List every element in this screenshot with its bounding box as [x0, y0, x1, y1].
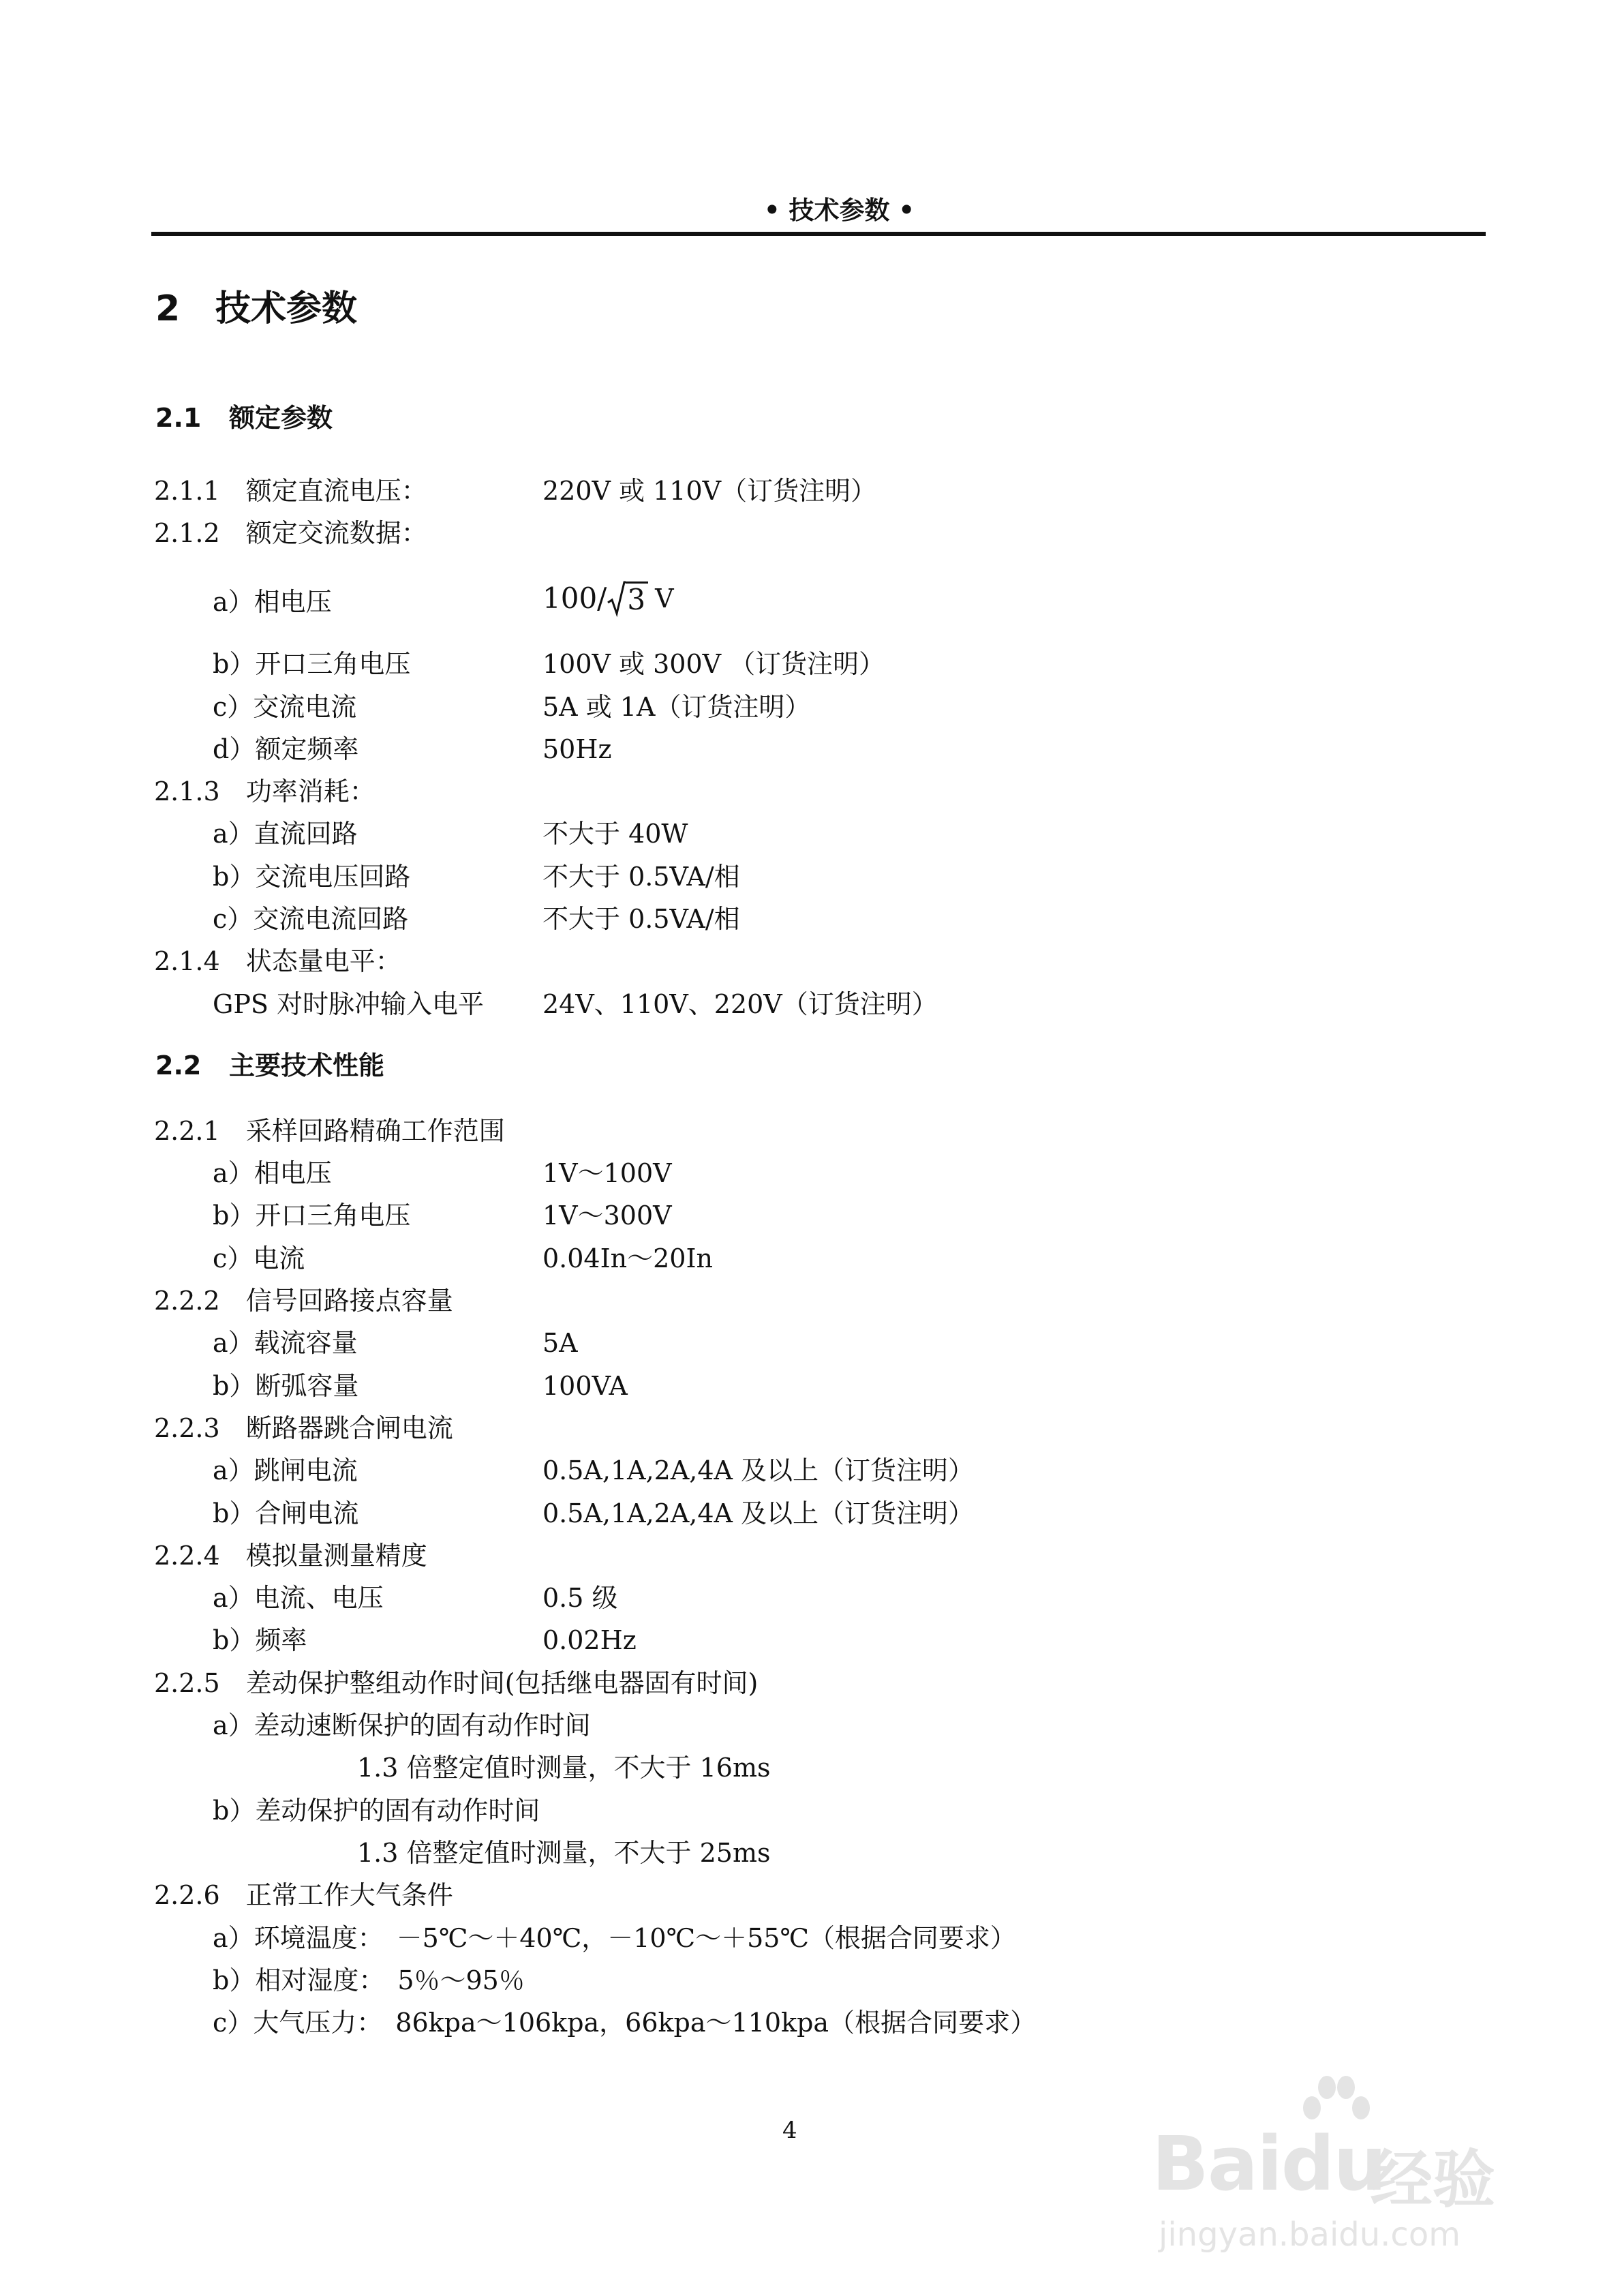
paw-logo-icon — [1298, 2072, 1373, 2134]
item-label-2-2-5-b: b）差动保护的固有动作时间 — [213, 1796, 540, 1826]
item-label-2-1-2-d: d）额定频率 — [213, 734, 359, 764]
item-value-2-2-1-b: 1V～300V — [542, 1200, 672, 1230]
item-value-2-1-3-b: 不大于 0.5VA/相 — [542, 862, 740, 892]
item-value-gps: 24V、110V、220V（订货注明） — [542, 989, 938, 1019]
section-title: 技术参数 — [215, 288, 358, 329]
item-label-2-2-1-a: a）相电压 — [213, 1158, 332, 1188]
item-label-2-2-3-b: b）合闸电流 — [213, 1498, 359, 1528]
item-label-2-2-6: 2.2.6 正常工作大气条件 — [154, 1880, 453, 1910]
formula-radicand: 3 — [626, 581, 648, 616]
item-label-2-1-3-b: b）交流电压回路 — [213, 862, 411, 892]
item-value-2-2-4-a: 0.5 级 — [542, 1583, 618, 1613]
item-label-2-2-1-c: c）电流 — [213, 1243, 305, 1273]
item-label-2-1-1: 2.1.1 额定直流电压： — [154, 476, 427, 506]
running-header: • 技术参数 • — [764, 196, 915, 225]
item-label-2-2-5: 2.2.5 差动保护整组动作时间(包括继电器固有时间) — [154, 1668, 759, 1698]
item-label-2-2-4-a: a）电流、电压 — [213, 1583, 384, 1613]
item-label-2-2-3-a: a）跳闸电流 — [213, 1455, 358, 1485]
item-label-2-2-2: 2.2.2 信号回路接点容量 — [154, 1286, 453, 1316]
item-value-2-2-2-b: 100VA — [542, 1371, 628, 1401]
item-label-2-2-3: 2.2.3 断路器跳合闸电流 — [154, 1413, 453, 1443]
phase-voltage-formula — [542, 577, 674, 620]
watermark-brand: Baidu — [1152, 2120, 1386, 2207]
subsection-heading-2-2 — [155, 1047, 384, 1084]
formula-unit: V — [655, 584, 674, 614]
item-label-2-1-2-b: b）开口三角电压 — [213, 649, 411, 679]
item-value-2-2-4-b: 0.02Hz — [542, 1625, 637, 1655]
subsection-heading-2-1 — [155, 399, 333, 436]
item-value-2-2-2-a: 5A — [542, 1328, 578, 1358]
item-label-2-2-5-a: a）差动速断保护的固有动作时间 — [213, 1710, 591, 1740]
item-label-gps: GPS 对时脉冲输入电平 — [213, 989, 485, 1019]
item-label-2-1-3-c: c）交流电流回路 — [213, 904, 409, 934]
page-number: 4 — [782, 2117, 797, 2144]
item-label-2-1-3: 2.1.3 功率消耗： — [154, 776, 376, 806]
watermark-product: 经验 — [1370, 2143, 1496, 2216]
item-value-2-2-3-a: 0.5A,1A,2A,4A 及以上（订货注明） — [542, 1455, 975, 1485]
item-label-2-2-4-b: b）频率 — [213, 1625, 307, 1655]
item-label-2-1-2: 2.1.2 额定交流数据： — [154, 518, 427, 548]
item-value-2-1-3-a: 不大于 40W — [542, 819, 688, 849]
item-label-2-2-1-b: b）开口三角电压 — [213, 1200, 411, 1230]
item-label-2-1-3-a: a）直流回路 — [213, 819, 358, 849]
item-value-2-1-3-c: 不大于 0.5VA/相 — [542, 904, 740, 934]
subsection-number: 2.1 — [155, 403, 202, 433]
item-value-2-1-2-d: 50Hz — [542, 734, 612, 764]
header-rule — [151, 232, 1486, 236]
item-2-2-6-a: a）环境温度： －5℃～＋40℃，－10℃～＋55℃（根据合同要求） — [213, 1923, 1016, 1953]
item-label-2-1-4: 2.1.4 状态量电平： — [154, 946, 401, 976]
item-value-2-1-2-c: 5A 或 1A（订货注明） — [542, 692, 811, 722]
item-2-2-6-c: c）大气压力： 86kpa～106kpa，66kpa～110kpa（根据合同要求） — [213, 2008, 1037, 2038]
item-label-2-2-2-b: b）断弧容量 — [213, 1371, 359, 1401]
item-label-2-2-2-a: a）载流容量 — [213, 1328, 358, 1358]
item-label-2-2-4: 2.2.4 模拟量测量精度 — [154, 1541, 427, 1571]
item-label-2-1-2-c: c）交流电流 — [213, 692, 357, 722]
item-2-2-6-b: b）相对湿度： 5％～95％ — [213, 1965, 525, 1995]
square-root-sign-icon — [607, 579, 626, 618]
watermark-url: jingyan.baidu.com — [1159, 2216, 1460, 2254]
item-detail-2-2-5-b: 1.3 倍整定值时测量，不大于 25ms — [357, 1838, 771, 1868]
item-value-2-1-1: 220V 或 110V（订货注明） — [542, 476, 877, 506]
subsection-title: 额定参数 — [229, 403, 333, 433]
item-value-2-1-2-a — [542, 577, 674, 620]
section-number: 2 — [155, 288, 181, 329]
formula-prefix: 100/ — [542, 581, 607, 615]
section-heading — [155, 285, 357, 333]
item-label-2-2-1: 2.2.1 采样回路精确工作范围 — [154, 1116, 505, 1146]
item-value-2-2-1-c: 0.04In～20In — [542, 1243, 713, 1273]
subsection-title: 主要技术性能 — [229, 1051, 385, 1081]
item-detail-2-2-5-a: 1.3 倍整定值时测量，不大于 16ms — [357, 1753, 771, 1783]
item-value-2-2-1-a: 1V～100V — [542, 1158, 672, 1188]
subsection-number: 2.2 — [155, 1051, 202, 1081]
item-value-2-1-2-b: 100V 或 300V （订货注明） — [542, 649, 885, 679]
item-value-2-2-3-b: 0.5A,1A,2A,4A 及以上（订货注明） — [542, 1498, 975, 1528]
item-label-2-1-2-a: a）相电压 — [213, 587, 332, 617]
